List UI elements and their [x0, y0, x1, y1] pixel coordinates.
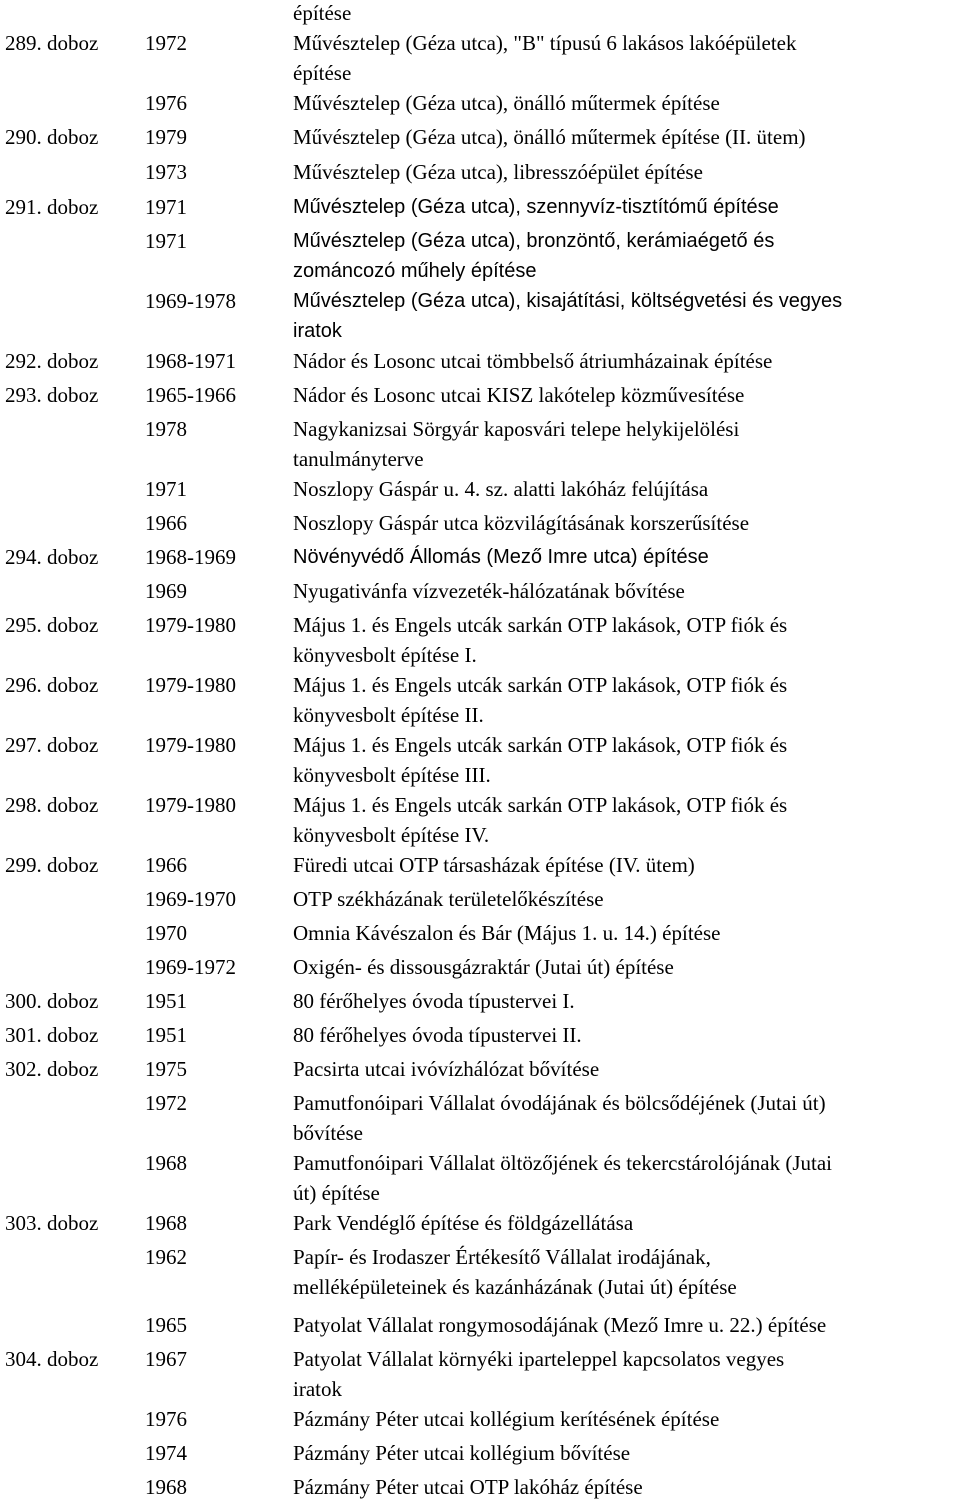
description	[293, 884, 604, 914]
box-number: 293. doboz	[5, 383, 99, 407]
description-line: Nyugativánfa vízvezeték-hálózatának bővítése	[293, 579, 685, 603]
box-number: 304. doboz	[5, 1347, 99, 1371]
box-number: 297. doboz	[5, 733, 99, 757]
description	[293, 122, 806, 152]
box-number: 290. doboz	[5, 125, 99, 149]
description-line: Pamutfonóipari Vállalat öltözőjének és tekercstárolójának (Jutai	[293, 1151, 833, 1175]
box-number: 303. doboz	[5, 1211, 99, 1235]
description	[293, 1472, 643, 1502]
description	[293, 0, 351, 28]
description-line: Pázmány Péter utcai kollégium kerítésének építése	[293, 1407, 720, 1431]
year-range: 1976	[145, 91, 187, 115]
description	[293, 1148, 832, 1208]
year-range: 1965	[145, 1313, 187, 1337]
description-line: Park Vendéglő építése és földgázellátása	[293, 1211, 634, 1235]
description	[293, 380, 744, 410]
description-line: Pázmány Péter utcai kollégium bővítése	[293, 1441, 631, 1465]
description	[293, 1054, 599, 1084]
description	[293, 1438, 630, 1468]
description-line: Május 1. és Engels utcák sarkán OTP lakások, OTP fiók és	[293, 673, 788, 697]
description	[293, 850, 695, 880]
description	[293, 346, 772, 376]
year-range: 1979-1980	[145, 733, 236, 757]
year-range: 1968-1969	[145, 545, 236, 569]
year-range: 1969-1978	[145, 289, 236, 313]
description-line: Pázmány Péter utcai OTP lakóház építése	[293, 1475, 643, 1499]
description-line: Nagykanizsai Sörgyár kaposvári telepe helykijelölési	[293, 417, 740, 441]
description-line: 80 férőhelyes óvoda típustervei I.	[293, 989, 575, 1013]
box-number: 301. doboz	[5, 1023, 99, 1047]
year-range: 1968-1971	[145, 349, 236, 373]
year-range: 1965-1966	[145, 383, 236, 407]
description-line: Művésztelep (Géza utca), kisajátítási, költségvetési és vegyes	[293, 290, 843, 312]
description	[293, 730, 787, 790]
description	[293, 952, 674, 982]
description-line: Művésztelep (Géza utca), "B" típusú 6 lakásos lakóépületek	[293, 31, 797, 55]
description-line: Pacsirta utcai ivóvízhálózat bővítése	[293, 1057, 600, 1081]
description-line: Füredi utcai OTP társasházak építése (IV. ütem)	[293, 853, 695, 877]
year-range: 1972	[145, 31, 187, 55]
description-line: Művésztelep (Géza utca), bronzöntő, kerámiaégető és	[293, 230, 775, 252]
box-number: 289. doboz	[5, 31, 99, 55]
description	[293, 192, 779, 222]
description	[293, 1344, 784, 1404]
description	[293, 542, 709, 572]
box-number: 296. doboz	[5, 673, 99, 697]
year-range: 1951	[145, 1023, 187, 1047]
box-number: 300. doboz	[5, 989, 99, 1013]
description-line: Pamutfonóipari Vállalat óvodájának és bölcsődéjének (Jutai út)	[293, 1091, 826, 1115]
description	[293, 414, 739, 474]
year-range: 1966	[145, 511, 187, 535]
year-range: 1951	[145, 989, 187, 1013]
description-line: Patyolat Vállalat környéki ipartelеppel kapcsolatos vegyes	[293, 1347, 785, 1371]
year-range: 1962	[145, 1245, 187, 1269]
year-range: 1975	[145, 1057, 187, 1081]
box-number: 298. doboz	[5, 793, 99, 817]
year-range: 1969	[145, 579, 187, 603]
description-line: Május 1. és Engels utcák sarkán OTP lakások, OTP fiók és	[293, 793, 788, 817]
box-number: 299. doboz	[5, 853, 99, 877]
description	[293, 670, 787, 730]
description-line: iratok	[293, 1377, 342, 1401]
description-line: könyvesbolt építése III.	[293, 763, 491, 787]
description	[293, 28, 797, 88]
description-line: Nádor és Losonc utcai KISZ lakótelep közművesítése	[293, 383, 745, 407]
year-range: 1973	[145, 160, 187, 184]
description-line: bővítése	[293, 1121, 363, 1145]
box-number: 291. doboz	[5, 195, 99, 219]
description	[293, 610, 787, 670]
year-range: 1968	[145, 1151, 187, 1175]
description-line: Művésztelep (Géza utca), libresszóépület építése	[293, 160, 703, 184]
description	[293, 88, 720, 118]
description-line: melléképületeinek és kazánházának (Jutai út) építése	[293, 1275, 737, 1299]
description-line: könyvesbolt építése I.	[293, 643, 477, 667]
description	[293, 1404, 719, 1434]
year-range: 1972	[145, 1091, 187, 1115]
year-range: 1968	[145, 1475, 187, 1499]
box-number: 302. doboz	[5, 1057, 99, 1081]
description-line: építése	[293, 61, 352, 85]
description-line: tanulmányterve	[293, 447, 424, 471]
year-range: 1971	[145, 229, 187, 253]
year-range: 1976	[145, 1407, 187, 1431]
description	[293, 918, 720, 948]
description-line: iratok	[293, 320, 342, 342]
year-range: 1979	[145, 125, 187, 149]
description-line: Művésztelep (Géza utca), önálló műtermek építése	[293, 91, 720, 115]
description-line: Omnia Kávészalon és Bár (Május 1. u. 14.) építése	[293, 921, 721, 945]
description-line: út) építése	[293, 1181, 380, 1205]
description-line: Nádor és Losonc utcai tömbbelső átriumházainak építése	[293, 349, 773, 373]
description	[293, 226, 774, 286]
year-range: 1974	[145, 1441, 187, 1465]
description	[293, 157, 703, 187]
description	[293, 474, 708, 504]
year-range: 1970	[145, 921, 187, 945]
description-line: Művésztelep (Géza utca), szennyvíz-tisztítómű építése	[293, 196, 779, 218]
description	[293, 790, 787, 850]
description-line: Oxigén- és dissousgázraktár (Jutai út) építése	[293, 955, 674, 979]
year-range: 1966	[145, 853, 187, 877]
box-number: 292. doboz	[5, 349, 99, 373]
description	[293, 1088, 826, 1148]
description	[293, 1020, 582, 1050]
description	[293, 1242, 737, 1302]
year-range: 1979-1980	[145, 793, 236, 817]
year-range: 1967	[145, 1347, 187, 1371]
description	[293, 286, 842, 346]
description-line: könyvesbolt építése IV.	[293, 823, 490, 847]
description-line: Noszlopy Gáspár u. 4. sz. alatti lakóház felújítása	[293, 477, 709, 501]
description-line: építése	[293, 1, 352, 25]
description	[293, 986, 575, 1016]
description-line: könyvesbolt építése II.	[293, 703, 484, 727]
year-range: 1971	[145, 195, 187, 219]
description-line: Május 1. és Engels utcák sarkán OTP lakások, OTP fiók és	[293, 733, 788, 757]
description-line: Művésztelep (Géza utca), önálló műtermek építése (II. ütem)	[293, 125, 806, 149]
year-range: 1969-1970	[145, 887, 236, 911]
box-number: 295. doboz	[5, 613, 99, 637]
description	[293, 576, 685, 606]
description-line: Papír- és Irodaszer Értékesítő Vállalat irodájának,	[293, 1245, 711, 1269]
year-range: 1969-1972	[145, 955, 236, 979]
year-range: 1979-1980	[145, 613, 236, 637]
year-range: 1971	[145, 477, 187, 501]
description-line: Patyolat Vállalat rongymosodájának (Mező Imre u. 22.) építése	[293, 1313, 827, 1337]
box-number: 294. doboz	[5, 545, 99, 569]
description-line: OTP székházának területelőkészítése	[293, 887, 604, 911]
description-line: 80 férőhelyes óvoda típustervei II.	[293, 1023, 582, 1047]
description	[293, 1310, 826, 1340]
year-range: 1968	[145, 1211, 187, 1235]
description-line: zománcozó műhely építése	[293, 260, 537, 282]
description-line: Noszlopy Gáspár utca közvilágításának korszerűsítése	[293, 511, 750, 535]
description-line: Május 1. és Engels utcák sarkán OTP lakások, OTP fiók és	[293, 613, 788, 637]
year-range: 1978	[145, 417, 187, 441]
description	[293, 1208, 633, 1238]
description-line: Növényvédő Állomás (Mező Imre utca) építése	[293, 546, 709, 568]
year-range: 1979-1980	[145, 673, 236, 697]
description	[293, 508, 749, 538]
